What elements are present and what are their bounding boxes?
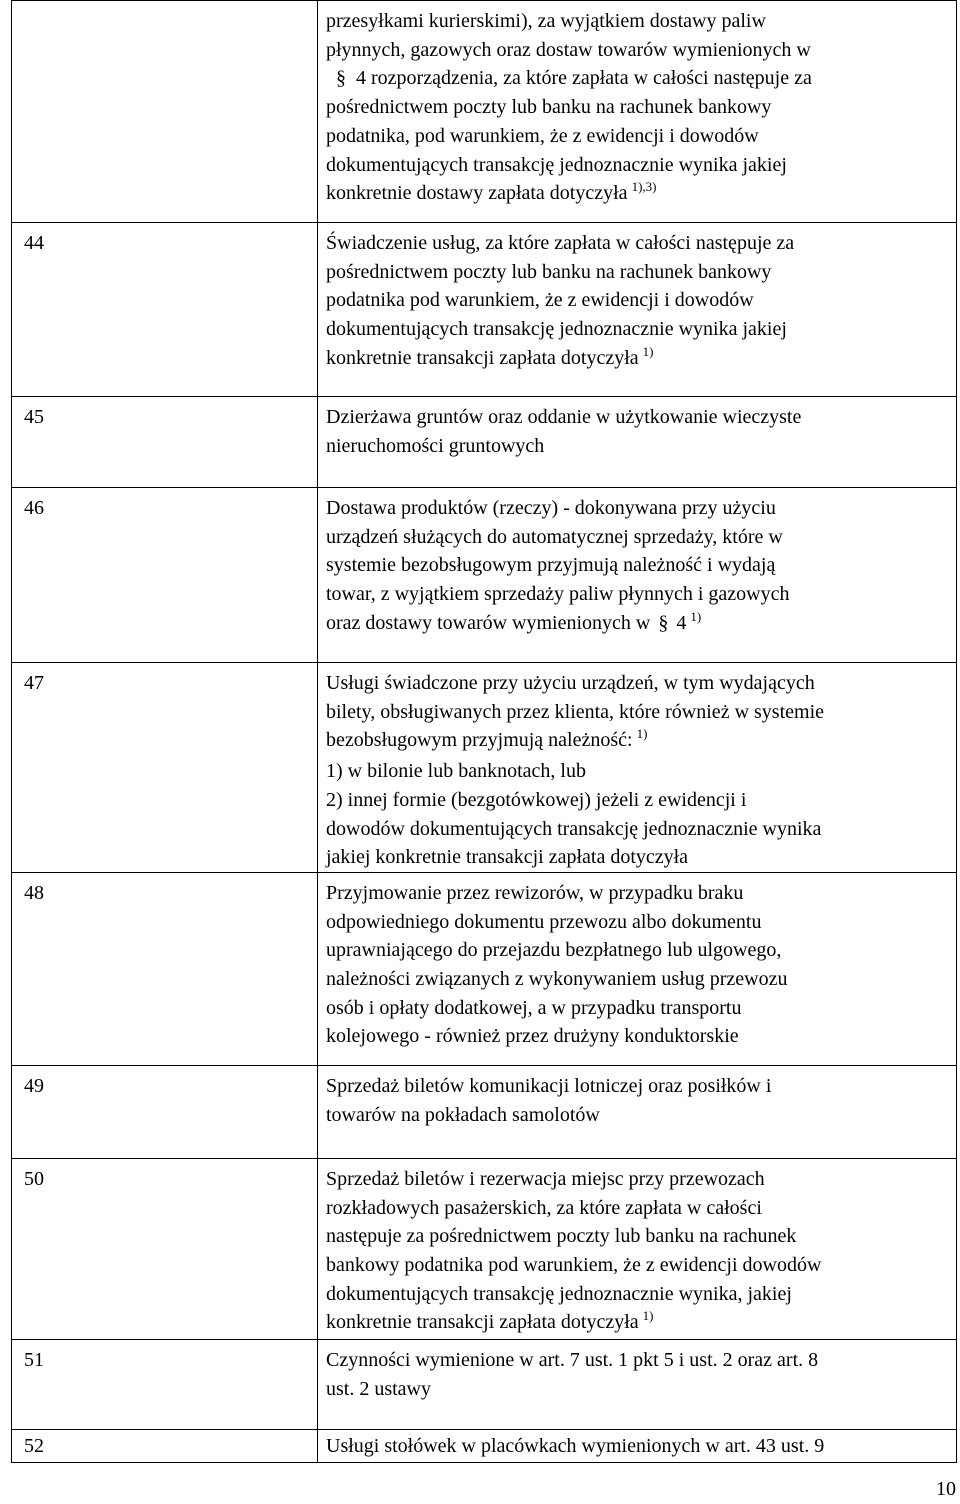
- table-row: [12, 1340, 957, 1430]
- row-number-cell: 50: [12, 1158, 318, 1339]
- row-text-cell: [318, 1158, 957, 1339]
- table-row: [12, 397, 957, 488]
- footnote-ref: 1): [642, 1308, 654, 1324]
- row-text-cell: [318, 223, 957, 397]
- table-row: [12, 663, 957, 873]
- section-symbol: §: [658, 611, 669, 634]
- row-text: Dostawa produktów (rzeczy) - dokonywana przy użyciu urządzeń służących do automatycznej sprzedaży, które w systemie bezobsługowym przyjmują należność i wydają towar, z wyjątkiem sprzedaży paliw płynnych i gazowych oraz dostawy towarów wymienionych w: [326, 497, 790, 634]
- table-row: [12, 1158, 957, 1339]
- row-text: Sprzedaż biletów komunikacji lotniczej oraz posiłków i towarów na pokładach samolotów: [326, 1074, 772, 1126]
- footnote-ref: 1): [636, 726, 648, 742]
- row-text-cell: [318, 1340, 957, 1430]
- services-table: [11, 0, 957, 1463]
- row-number-cell: 49: [12, 1065, 318, 1158]
- row-text: Przyjmowanie przez rewizorów, w przypadku braku odpowiedniego dokumentu przewozu albo dokumentu uprawniającego do przejazdu bezpłatnego lub ulgowego, należności związanych z wykonywaniem usług przewozu osób i opłaty dodatkowej, a w przypadku transportu kolejowego - również przez drużyny konduktorskie: [326, 881, 788, 1048]
- row-number-cell: 45: [12, 397, 318, 488]
- row-text-cell: [318, 872, 957, 1065]
- row-number-cell: 47: [12, 663, 318, 873]
- table-row: [12, 1, 957, 223]
- row-number-cell: 46: [12, 488, 318, 663]
- table-row: [12, 1065, 957, 1158]
- row-text-cell: [318, 488, 957, 663]
- section-symbol: §: [336, 67, 346, 90]
- table-row: [12, 488, 957, 663]
- row-text-continued: 4: [676, 611, 687, 634]
- row-text: przesyłkami kurierskimi), za wyjątkiem dostawy paliw płynnych, gazowych oraz dostaw towarów wymienionych w: [326, 10, 811, 61]
- row-text-cell: [318, 397, 957, 488]
- table-row: [12, 1430, 957, 1463]
- row-text-cell: [318, 663, 957, 873]
- table-row: [12, 223, 957, 397]
- footnote-ref: 1): [690, 608, 702, 624]
- row-number-cell: 52: [12, 1430, 318, 1463]
- row-text: Czynności wymienione w art. 7 ust. 1 pkt 5 i ust. 2 oraz art. 8 ust. 2 ustawy: [326, 1349, 819, 1400]
- row-text-continued: 1) w bilonie lub banknotach, lub 2) innej formie (bezgotówkowej) jeżeli z ewidencji i dowodów dokumentujących transakcję jednoznacznie wynika jakiej konkretnie transakcji zapłata dotyczyła: [326, 760, 822, 869]
- row-number-cell: 51: [12, 1340, 318, 1430]
- row-text-cell: [318, 1, 957, 223]
- row-text-cell: [318, 1430, 957, 1463]
- row-text-cell: [318, 1065, 957, 1158]
- footnote-ref: 1),3): [631, 179, 657, 195]
- footnote-ref: 1): [642, 343, 654, 359]
- row-text: Sprzedaż biletów i rezerwacja miejsc przy przewozach rozkładowych pasażerskich, za które zapłata w całości następuje za pośrednictwem poczty lub banku na rachunek bankowy podatnika pod warunkiem, że z ewidencji dowodów dokumentujących transakcję jednoznacznie wynika, jakiej konkretnie transakcji zapłata dotyczyła: [326, 1167, 822, 1334]
- row-number-cell: 44: [12, 223, 318, 397]
- table-row: [12, 872, 957, 1065]
- row-text: Świadczenie usług, za które zapłata w całości następuje za pośrednictwem poczty lub banku na rachunek bankowy podatnika pod warunkiem, że z ewidencji i dowodów dokumentujących transakcję jednoznacznie wynika jakiej konkretnie transakcji zapłata dotyczyła: [326, 232, 795, 369]
- row-number-cell: 48: [12, 872, 318, 1065]
- row-number-cell: [12, 1, 318, 223]
- row-text: Usługi stołówek w placówkach wymienionych w art. 43 ust. 9: [326, 1435, 825, 1458]
- row-text: Dzierżawa gruntów oraz oddanie w użytkowanie wieczyste nieruchomości gruntowych: [326, 406, 802, 457]
- row-text: Usługi świadczone przy użyciu urządzeń, w tym wydających bilety, obsługiwanych przez klienta, które również w systemie bezobsługowym przyjmują należność:: [326, 672, 824, 752]
- page-number: 10: [936, 1478, 956, 1500]
- row-text-continued: 4 rozporządzenia, za które zapłata w całości następuje za pośrednictwem poczty lub banku na rachunek bankowy podatnika, pod warunkiem, że z ewidencji i dowodów dokumentujących transakcję jednoznacznie wynika jakiej konkretnie dostawy zapłata dotyczyła: [326, 67, 812, 205]
